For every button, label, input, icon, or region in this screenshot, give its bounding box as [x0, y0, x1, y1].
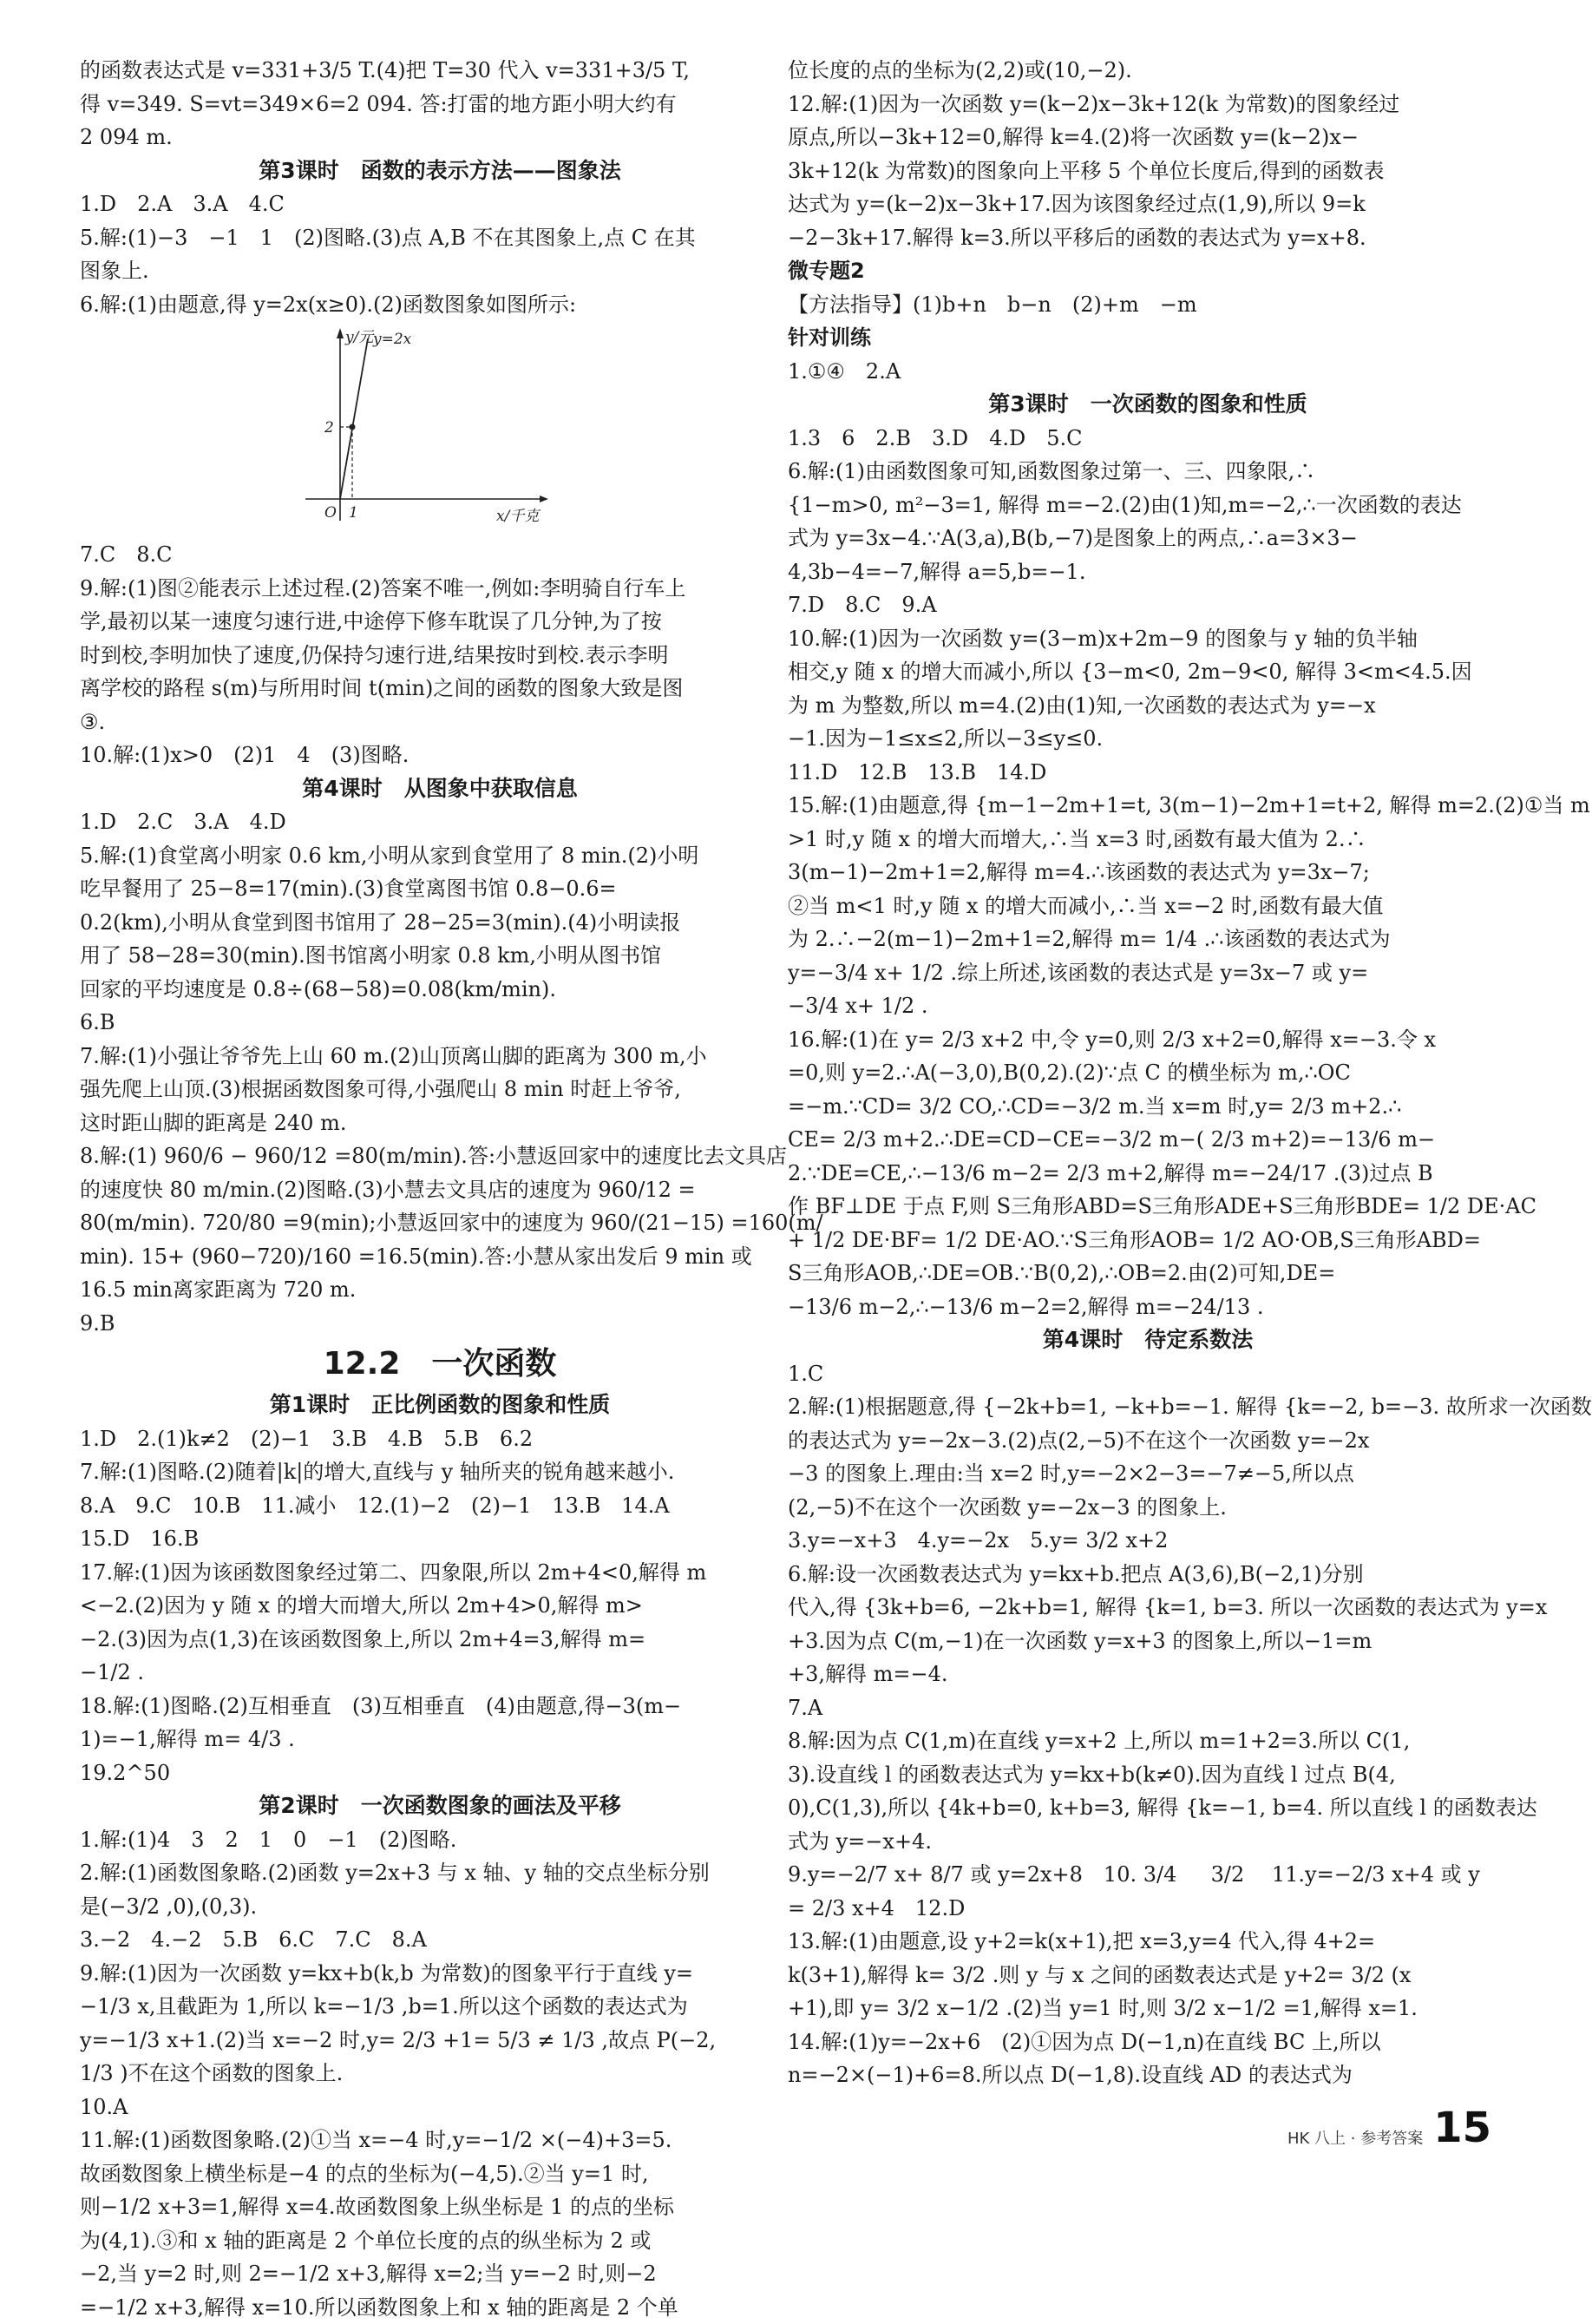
answer-line: = 2/3 x+4 12.D: [788, 1892, 1508, 1926]
page-number: 15: [1433, 2107, 1491, 2149]
answer-line: 16.5 min离家距离为 720 m.: [80, 1273, 800, 1307]
answer-line: 1)=−1,解得 m= 4/3 .: [80, 1723, 800, 1756]
answer-line: 10.解:(1)因为一次函数 y=(3−m)x+2m−9 的图象与 y 轴的负半轴: [788, 622, 1508, 656]
answer-line: 3.y=−x+3 4.y=−2x 5.y= 3/2 x+2: [788, 1524, 1508, 1558]
answer-line: 式为 y=−x+4.: [788, 1825, 1508, 1859]
y-axis-arrow: [337, 328, 344, 338]
answer-line: k(3+1),解得 k= 3/2 .则 y 与 x 之间的函数表达式是 y+2= 3/2 (x: [788, 1959, 1508, 1992]
answer-line: 1.解:(1)4 3 2 1 0 −1 (2)图略.: [80, 1823, 800, 1857]
graph-point: [350, 424, 356, 430]
answer-line: −3 的图象上.理由:当 x=2 时,y=−2×2−3=−7≠−5,所以点: [788, 1457, 1508, 1491]
answer-line: 吃早餐用了 25−8=17(min).(3)食堂离图书馆 0.8−0.6=: [80, 872, 800, 906]
answer-line: 2 094 m.: [80, 121, 800, 154]
graph-line: [340, 338, 368, 499]
answer-line: 回家的平均速度是 0.8÷(68−58)=0.08(km/min).: [80, 973, 800, 1007]
origin-label: O: [324, 504, 337, 522]
answer-line: 0.2(km),小明从食堂到图书馆用了 28−25=3(min).(4)小明读报: [80, 906, 800, 940]
answer-line: 15.解:(1)由题意,得 {m−1−2m+1=t, 3(m−1)−2m+1=t+2, 解得 m=2.(2)①当 m: [788, 789, 1508, 823]
answer-line: 5.解:(1)−3 −1 1 (2)图略.(3)点 A,B 不在其图象上,点 C 在其: [80, 221, 800, 255]
answer-line: 11.解:(1)函数图象略.(2)①当 x=−4 时,y=−1/2 ×(−4)+3=5.: [80, 2124, 800, 2157]
answer-line: 得 v=349. S=vt=349×6=2 094. 答:打雷的地方距小明大约有: [80, 88, 800, 121]
answer-line: −2.(3)因为点(1,3)在该函数图象上,所以 2m+4=3,解得 m=: [80, 1623, 800, 1657]
section-title: 第2课时 一次函数图象的画法及平移: [80, 1789, 800, 1823]
answer-line: 式为 y=3x−4.∵A(3,a),B(b,−7)是图象上的两点,∴a=3×3−: [788, 522, 1508, 555]
answer-line: 5.解:(1)食堂离小明家 0.6 km,小明从家到食堂用了 8 min.(2)小明: [80, 839, 800, 873]
answer-line: −2−3k+17.解得 k=3.所以平移后的函数的表达式为 y=x+8.: [788, 221, 1508, 255]
answer-line: + 1/2 DE·BF= 1/2 DE·AO.∵S三角形AOB= 1/2 AO·OB,S三角形ABD=: [788, 1224, 1508, 1257]
answer-line: 4,3b−4=−7,解得 a=5,b=−1.: [788, 555, 1508, 589]
function-graph-figure: [80, 321, 800, 538]
answer-line: 1/3 )不在这个函数的图象上.: [80, 2057, 800, 2091]
answer-line: 2.解:(1)函数图象略.(2)函数 y=2x+3 与 x 轴、y 轴的交点坐标分别: [80, 1856, 800, 1890]
section-title: 第4课时 从图象中获取信息: [80, 772, 800, 806]
answer-line: 6.解:(1)由函数图象可知,函数图象过第一、三、四象限,∴: [788, 455, 1508, 489]
answer-line: 故函数图象上横坐标是−4 的点的坐标为(−4,5).②当 y=1 时,: [80, 2157, 800, 2191]
answer-line: −1/3 x,且截距为 1,所以 k=−1/3 ,b=1.所以这个函数的表达式为: [80, 1990, 800, 2024]
left-answer-column: [80, 54, 800, 2324]
answer-line: +3.因为点 C(m,−1)在一次函数 y=x+3 的图象上,所以−1=m: [788, 1625, 1508, 1658]
answer-line: +1),即 y= 3/2 x−1/2 .(2)当 y=1 时,则 3/2 x−1/2 =1,解得 x=1.: [788, 1992, 1508, 2025]
answer-line: 10.A: [80, 2091, 800, 2124]
answer-line: 12.解:(1)因为一次函数 y=(k−2)x−3k+12(k 为常数)的图象经过: [788, 88, 1508, 121]
answer-line: 的函数表达式是 v=331+3/5 T.(4)把 T=30 代入 v=331+3/5 T,: [80, 54, 800, 88]
answer-line: 1.①④ 2.A: [788, 355, 1508, 389]
answer-line: 3(m−1)−2m+1=2,解得 m=4.∴该函数的表达式为 y=3x−7;: [788, 856, 1508, 890]
answer-line: 为 2.∴−2(m−1)−2m+1=2,解得 m= 1/4 .∴该函数的表达式为: [788, 922, 1508, 956]
answer-line: 1.D 2.A 3.A 4.C: [80, 187, 800, 221]
y-tick-label: 2: [324, 419, 334, 437]
answer-line: =−1/2 x+3,解得 x=10.所以函数图象上和 x 轴的距离是 2 个单: [80, 2291, 800, 2324]
answer-line: 2.解:(1)根据题意,得 {−2k+b=1, −k+b=−1. 解得 {k=−2, b=−3. 故所求一次函数: [788, 1390, 1508, 1424]
answer-line: 80(m/min). 720/80 =9(min);小慧返回家中的速度为 960/(21−15) =160(m/: [80, 1206, 800, 1240]
answer-line: 8.解:(1) 960/6 − 960/12 =80(m/min).答:小慧返回家中的速度比去文具店: [80, 1139, 800, 1173]
answer-line: 18.解:(1)图略.(2)互相垂直 (3)互相垂直 (4)由题意,得−3(m−: [80, 1690, 800, 1723]
section-title: 12.2 一次函数: [80, 1340, 800, 1388]
answer-line: 是(−3/2 ,0),(0,3).: [80, 1890, 800, 1924]
answer-line: 11.D 12.B 13.B 14.D: [788, 756, 1508, 790]
x-tick-label: 1: [349, 504, 358, 522]
answer-line: 3).设直线 l 的函数表达式为 y=kx+b(k≠0).因为直线 l 过点 B(4,: [788, 1758, 1508, 1792]
answer-line: 的速度快 80 m/min.(2)图略.(3)小慧去文具店的速度为 960/12 =: [80, 1173, 800, 1207]
section-title: 第3课时 函数的表示方法——图象法: [80, 154, 800, 188]
answer-line: 8.解:因为点 C(1,m)在直线 y=x+2 上,所以 m=1+2=3.所以 C(1,: [788, 1724, 1508, 1758]
answer-line: 用了 58−28=30(min).图书馆离小明家 0.8 km,小明从图书馆: [80, 939, 800, 973]
answer-line: 1.D 2.(1)k≠2 (2)−1 3.B 4.B 5.B 6.2: [80, 1422, 800, 1456]
answer-line: 6.B: [80, 1006, 800, 1040]
answer-line: 7.C 8.C: [80, 538, 800, 572]
function-graph: [297, 321, 557, 534]
answer-line: y=−1/3 x+1.(2)当 x=−2 时,y= 2/3 +1= 5/3 ≠ 1/3 ,故点 P(−2,: [80, 2024, 800, 2058]
answer-line: 6.解:设一次函数表达式为 y=kx+b.把点 A(3,6),B(−2,1)分别: [788, 1558, 1508, 1592]
answer-line: +3,解得 m=−4.: [788, 1658, 1508, 1691]
answer-line: 学,最初以某一速度匀速行进,中途停下修车耽误了几分钟,为了按: [80, 605, 800, 639]
answer-line: y=−3/4 x+ 1/2 .综上所述,该函数的表达式是 y=3x−7 或 y=: [788, 956, 1508, 990]
answer-line: −3/4 x+ 1/2 .: [788, 989, 1508, 1023]
answer-line: 16.解:(1)在 y= 2/3 x+2 中,令 y=0,则 2/3 x+2=0,解得 x=−3.令 x: [788, 1023, 1508, 1057]
answer-line: 【方法指导】(1)b+n b−n (2)+m −m: [788, 288, 1508, 322]
answer-line: S三角形AOB,∴DE=OB.∵B(0,2),∴OB=2.由(2)可知,DE=: [788, 1257, 1508, 1290]
answer-line: 19.2^50: [80, 1756, 800, 1790]
answer-line: 7.解:(1)小强让爷爷先上山 60 m.(2)山顶离山脚的距离为 300 m,小: [80, 1040, 800, 1073]
answer-line: min). 15+ (960−720)/160 =16.5(min).答:小慧从家出发后 9 min 或: [80, 1240, 800, 1274]
answer-line: (2,−5)不在这个一次函数 y=−2x−3 的图象上.: [788, 1491, 1508, 1525]
answer-line: 这时距山脚的距离是 240 m.: [80, 1106, 800, 1140]
answer-line: 相交,y 随 x 的增大而减小,所以 {3−m<0, 2m−9<0, 解得 3<m<4.5.因: [788, 655, 1508, 689]
answer-line: 位长度的点的坐标为(2,2)或(10,−2).: [788, 54, 1508, 88]
answer-line: 3k+12(k 为常数)的图象向上平移 5 个单位长度后,得到的函数表: [788, 154, 1508, 188]
answer-line: 图象上.: [80, 254, 800, 288]
answer-line: −1.因为−1≤x≤2,所以−3≤y≤0.: [788, 722, 1508, 756]
right-answer-column: [788, 54, 1508, 2092]
answer-line: 9.y=−2/7 x+ 8/7 或 y=2x+8 10. 3/4 3/2 11.y=−2/3 x+4 或 y: [788, 1858, 1508, 1892]
answer-line: 15.D 16.B: [80, 1522, 800, 1556]
answer-line: n=−2×(−1)+6=8.所以点 D(−1,8).设直线 AD 的表达式为: [788, 2058, 1508, 2092]
answer-line: ③.: [80, 706, 800, 739]
footer-label: HK 八上 · 参考答案: [1287, 2126, 1423, 2149]
y-axis-label: y/元: [344, 329, 375, 346]
answer-line: 的表达式为 y=−2x−3.(2)点(2,−5)不在这个一次函数 y=−2x: [788, 1424, 1508, 1458]
answer-line: 代入,得 {3k+b=6, −2k+b=1, 解得 {k=1, b=3. 所以一次函数的表达式为 y=x: [788, 1591, 1508, 1625]
answer-line: 14.解:(1)y=−2x+6 (2)①因为点 D(−1,n)在直线 BC 上,所以: [788, 2025, 1508, 2059]
answer-line: 则−1/2 x+3=1,解得 x=4.故函数图象上纵坐标是 1 的点的坐标: [80, 2190, 800, 2224]
answer-line: −1/2 .: [80, 1656, 800, 1690]
answer-line: 13.解:(1)由题意,设 y+2=k(x+1),把 x=3,y=4 代入,得 4+2=: [788, 1925, 1508, 1959]
answer-line: 9.B: [80, 1307, 800, 1341]
answer-line: ②当 m<1 时,y 随 x 的增大而减小,∴当 x=−2 时,函数有最大值: [788, 890, 1508, 923]
answer-line: 17.解:(1)因为该函数图象经过第二、四象限,所以 2m+4<0,解得 m: [80, 1556, 800, 1590]
answer-line: 为(4,1).③和 x 轴的距离是 2 个单位长度的点的纵坐标为 2 或: [80, 2224, 800, 2258]
answer-line: 1.C: [788, 1357, 1508, 1391]
answer-line: 7.A: [788, 1691, 1508, 1725]
section-title: 第1课时 正比例函数的图象和性质: [80, 1388, 800, 1422]
answer-line: 1.D 2.C 3.A 4.D: [80, 805, 800, 839]
answer-line: 8.A 9.C 10.B 11.减小 12.(1)−2 (2)−1 13.B 14.A: [80, 1489, 800, 1523]
answer-line: 原点,所以−3k+12=0,解得 k=4.(2)将一次函数 y=(k−2)x−: [788, 121, 1508, 154]
section-title: 第4课时 待定系数法: [788, 1323, 1508, 1357]
answer-line: 微专题2: [788, 254, 1508, 288]
answer-line: CE= 2/3 m+2.∴DE=CD−CE=−3/2 m−( 2/3 m+2)=−13/6 m−: [788, 1123, 1508, 1157]
answer-line: <−2.(2)因为 y 随 x 的增大而增大,所以 2m+4>0,解得 m>: [80, 1589, 800, 1623]
answer-line: 为 m 为整数,所以 m=4.(2)由(1)知,一次函数的表达式为 y=−x: [788, 689, 1508, 723]
answer-line: 7.D 8.C 9.A: [788, 588, 1508, 622]
line-label: y=2x: [372, 331, 412, 348]
answer-line: 针对训练: [788, 321, 1508, 355]
answer-line: >1 时,y 随 x 的增大而增大,∴当 x=3 时,函数有最大值为 2.∴: [788, 823, 1508, 857]
x-axis-arrow: [540, 496, 548, 502]
answer-line: 3.−2 4.−2 5.B 6.C 7.C 8.A: [80, 1923, 800, 1957]
answer-line: 2.∵DE=CE,∴−13/6 m−2= 2/3 m+2,解得 m=−24/17 .(3)过点 B: [788, 1157, 1508, 1191]
answer-line: −13/6 m−2,∴−13/6 m−2=2,解得 m=−24/13 .: [788, 1290, 1508, 1324]
answer-line: 9.解:(1)图②能表示上述过程.(2)答案不唯一,例如:李明骑自行车上: [80, 572, 800, 606]
section-title: 第3课时 一次函数的图象和性质: [788, 388, 1508, 422]
answer-line: 6.解:(1)由题意,得 y=2x(x≥0).(2)函数图象如图所示:: [80, 288, 800, 322]
x-axis-label: x/千克: [496, 508, 540, 525]
answer-line: 离学校的路程 s(m)与所用时间 t(min)之间的函数的图象大致是图: [80, 672, 800, 706]
answer-line: 9.解:(1)因为一次函数 y=kx+b(k,b 为常数)的图象平行于直线 y=: [80, 1957, 800, 1991]
answer-line: 达式为 y=(k−2)x−3k+17.因为该图象经过点(1,9),所以 9=k: [788, 187, 1508, 221]
answer-line: 7.解:(1)图略.(2)随着|k|的增大,直线与 y 轴所夹的锐角越来越小.: [80, 1455, 800, 1489]
answer-line: 1.3 6 2.B 3.D 4.D 5.C: [788, 422, 1508, 456]
answer-line: 作 BF⊥DE 于点 F,则 S三角形ABD=S三角形ADE+S三角形BDE= 1/2 DE·AC: [788, 1190, 1508, 1224]
answer-line: =0,则 y=2.∴A(−3,0),B(0,2).(2)∵点 C 的横坐标为 m,∴OC: [788, 1056, 1508, 1090]
answer-line: =−m.∵CD= 3/2 CO,∴CD=−3/2 m.当 x=m 时,y= 2/3 m+2.∴: [788, 1090, 1508, 1124]
page-footer: [1287, 2107, 1491, 2149]
answer-line: 0),C(1,3),所以 {4k+b=0, k+b=3, 解得 {k=−1, b=4. 所以直线 l 的函数表达: [788, 1791, 1508, 1825]
answer-line: 10.解:(1)x>0 (2)1 4 (3)图略.: [80, 739, 800, 772]
answer-line: −2,当 y=2 时,则 2=−1/2 x+3,解得 x=2;当 y=−2 时,则−2: [80, 2257, 800, 2291]
answer-line: 时到校,李明加快了速度,仍保持匀速行进,结果按时到校.表示李明: [80, 639, 800, 673]
answer-line: 强先爬上山顶.(3)根据函数图象可得,小强爬山 8 min 时赶上爷爷,: [80, 1073, 800, 1106]
answer-line: {1−m>0, m²−3=1, 解得 m=−2.(2)由(1)知,m=−2,∴一次函数的表达: [788, 489, 1508, 522]
